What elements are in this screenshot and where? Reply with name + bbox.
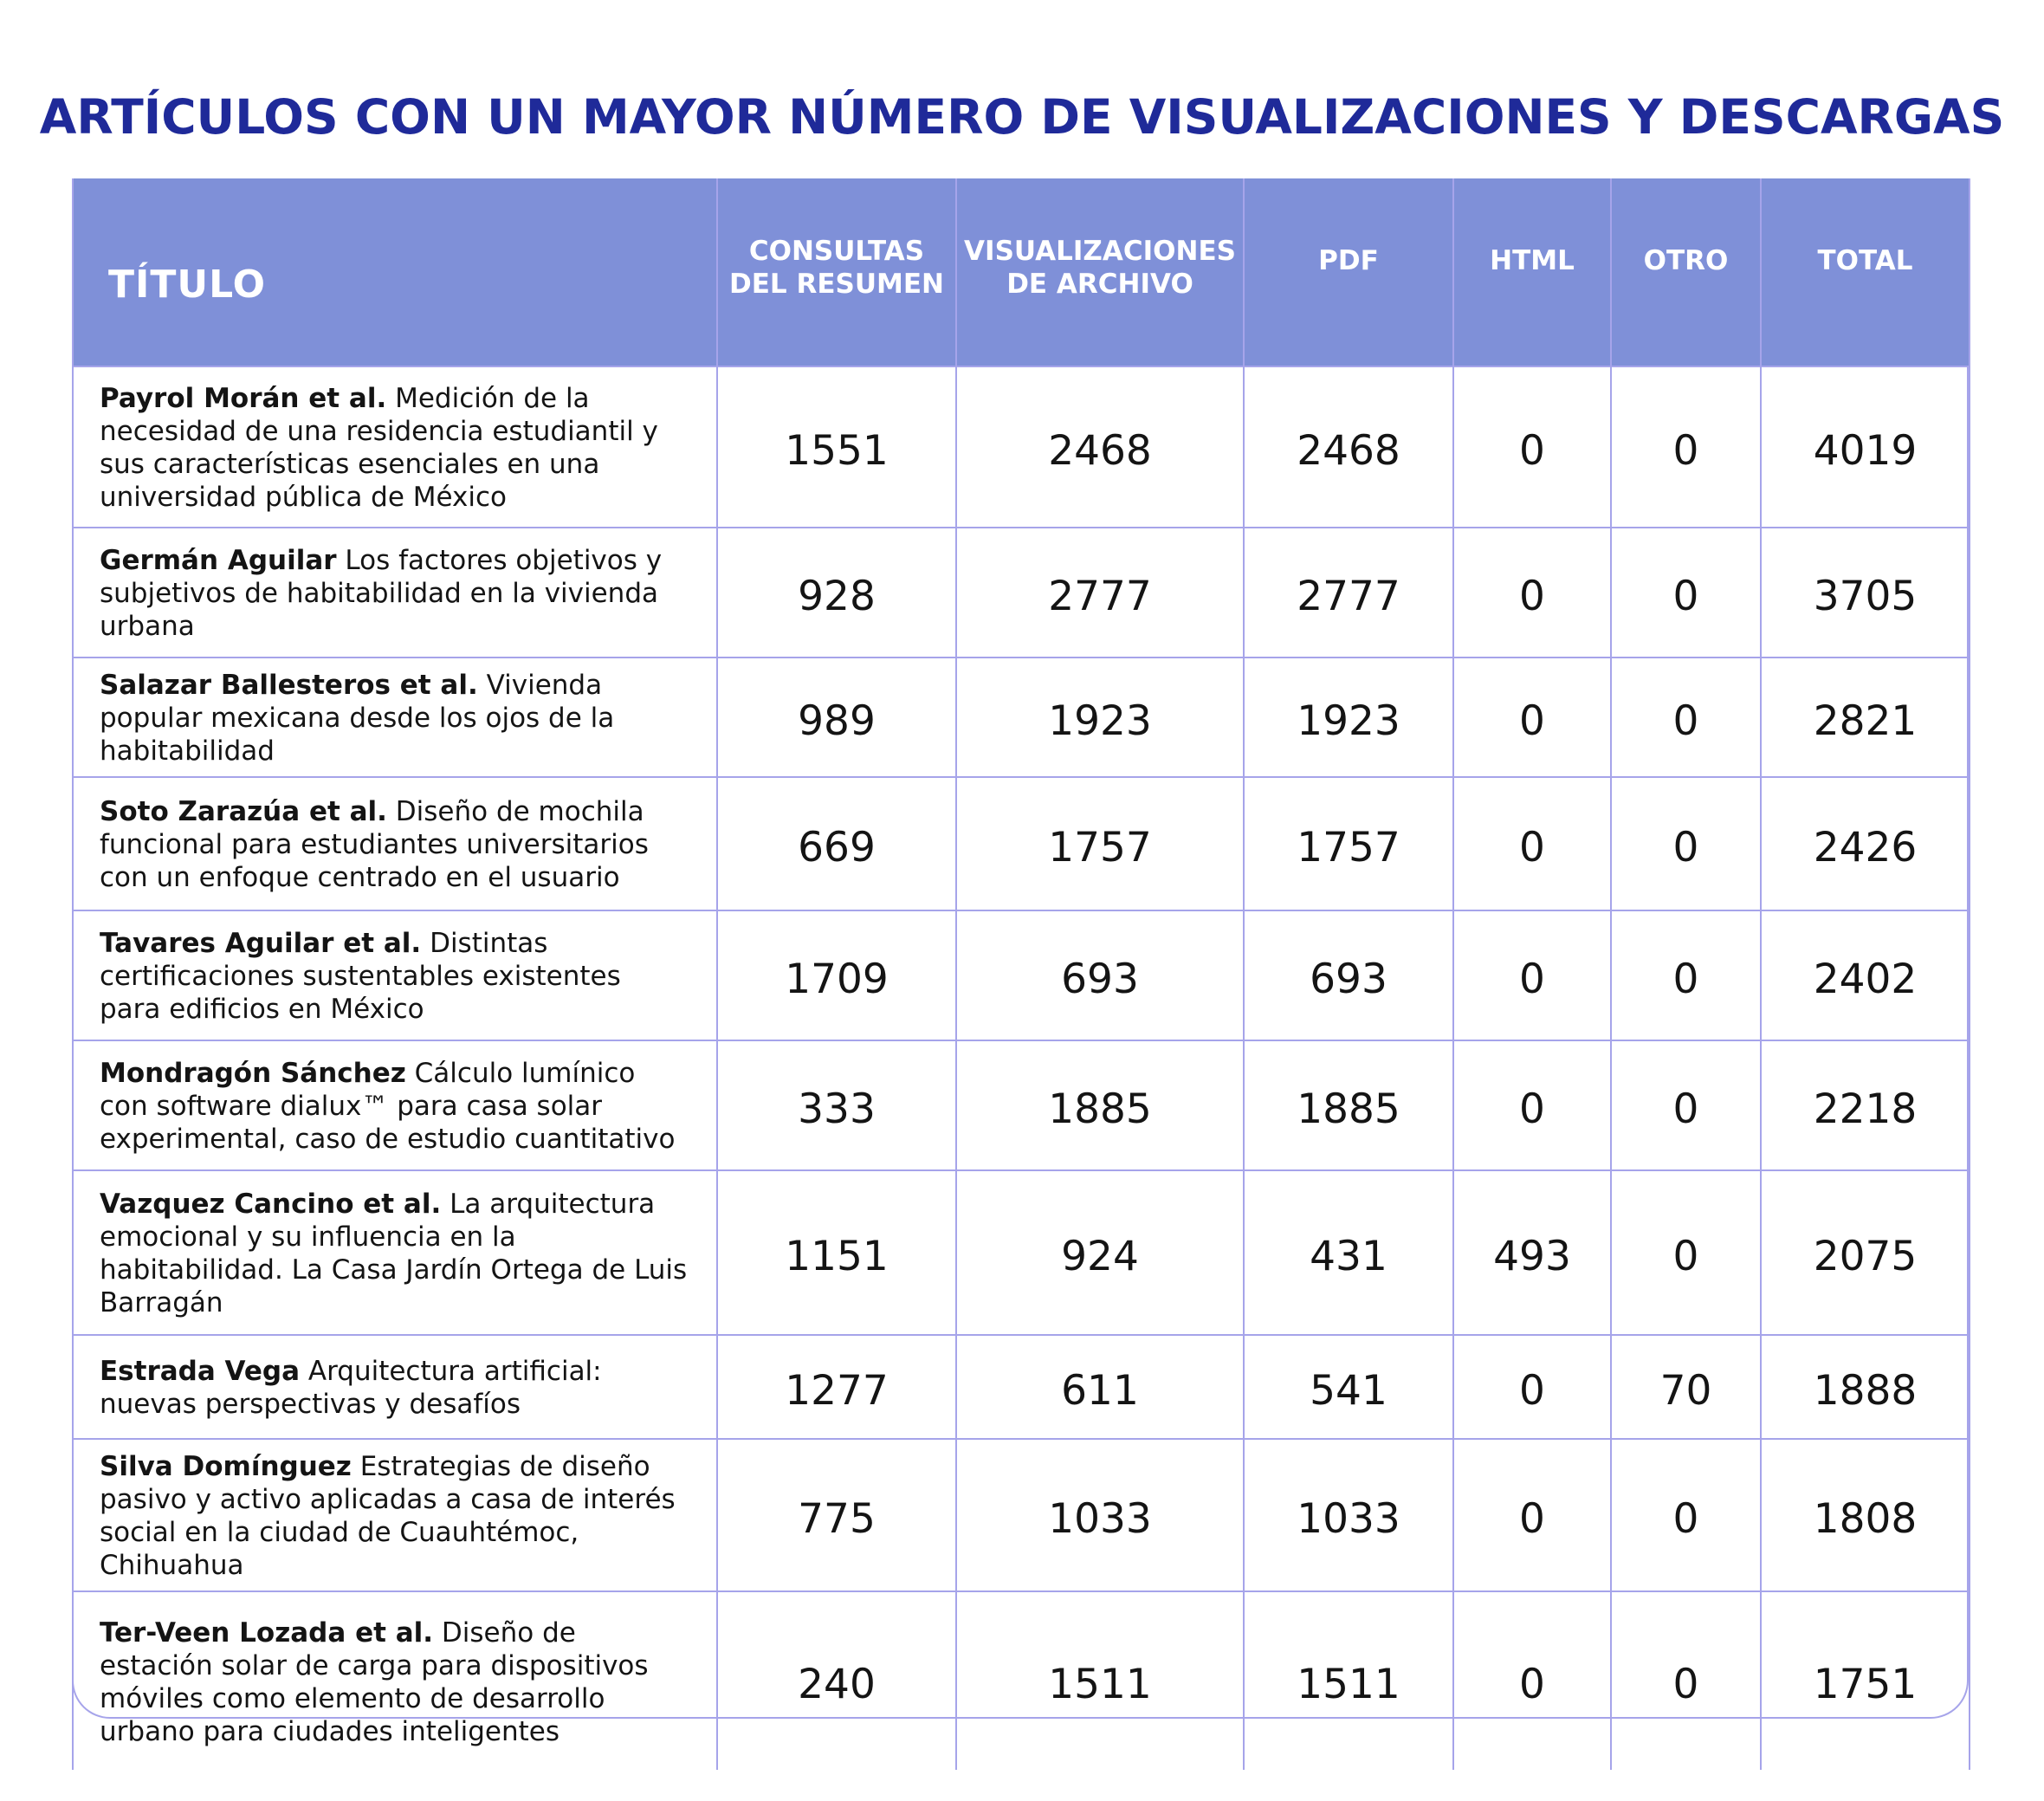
- visualizaciones-cell: 611: [956, 1335, 1244, 1439]
- visualizaciones-cell: 2777: [956, 528, 1244, 658]
- article-title-text: Los factores objetivos y subjetivos de habitabilidad en la vivienda urbana: [100, 545, 663, 642]
- visualizaciones-cell: 1885: [956, 1040, 1244, 1170]
- html-cell: 0: [1453, 1040, 1611, 1170]
- html-cell: 0: [1453, 1335, 1611, 1439]
- table-row: [73, 1170, 1970, 1335]
- total-cell: 2821: [1761, 658, 1970, 777]
- table-row: [73, 777, 1970, 910]
- total-cell: 2402: [1761, 910, 1970, 1040]
- otro-cell: 0: [1611, 1040, 1761, 1170]
- visualizaciones-cell: 924: [956, 1170, 1244, 1335]
- table-row: [73, 1335, 1970, 1439]
- otro-cell: 0: [1611, 1170, 1761, 1335]
- article-title-cell: [73, 1040, 717, 1170]
- table-row: [73, 1040, 1970, 1170]
- table-row: [73, 528, 1970, 658]
- header-visualizaciones-line1: VISUALIZACIONES: [964, 236, 1236, 267]
- html-cell: 493: [1453, 1170, 1611, 1335]
- pdf-cell: 1511: [1244, 1591, 1453, 1770]
- header-titulo: TÍTULO: [73, 178, 717, 366]
- header-consultas-resumen-line1: CONSULTAS: [748, 236, 925, 267]
- page-title: ARTÍCULOS CON UN MAYOR NÚMERO DE VISUALIZACIONES Y DESCARGAS: [39, 89, 2005, 145]
- table-row: [73, 1591, 1970, 1770]
- visualizaciones-cell: 693: [956, 910, 1244, 1040]
- header-consultas-resumen-line2: DEL RESUMEN: [729, 269, 944, 300]
- header-total: TOTAL: [1761, 178, 1970, 366]
- resumen-cell: 669: [717, 777, 956, 910]
- otro-cell: 0: [1611, 910, 1761, 1040]
- resumen-cell: 1151: [717, 1170, 956, 1335]
- pdf-cell: 1885: [1244, 1040, 1453, 1170]
- total-cell: 3705: [1761, 528, 1970, 658]
- pdf-cell: 2777: [1244, 528, 1453, 658]
- header-html: HTML: [1453, 178, 1611, 366]
- pdf-cell: 1757: [1244, 777, 1453, 910]
- pdf-cell: 1923: [1244, 658, 1453, 777]
- article-author: Silva Domínguez: [100, 1451, 352, 1482]
- article-author: Germán Aguilar: [100, 545, 337, 576]
- article-author: Mondragón Sánchez: [100, 1058, 406, 1089]
- table-row: [73, 1439, 1970, 1591]
- html-cell: 0: [1453, 910, 1611, 1040]
- pdf-cell: 1033: [1244, 1439, 1453, 1591]
- article-title-text: Estrategias de diseño pasivo y activo aplicadas a casa de interés social en la ciudad de Cuauhtémoc, Chihuahua: [100, 1451, 676, 1581]
- articles-table: [72, 178, 1970, 1770]
- article-title-cell: [73, 528, 717, 658]
- article-title-text: Diseño de estación solar de carga para dispositivos móviles como elemento de desarrollo urbano para ciudades inteligentes: [100, 1616, 649, 1747]
- total-cell: 2075: [1761, 1170, 1970, 1335]
- article-title-cell: [73, 910, 717, 1040]
- pdf-cell: 541: [1244, 1335, 1453, 1439]
- pdf-cell: 693: [1244, 910, 1453, 1040]
- resumen-cell: 928: [717, 528, 956, 658]
- otro-cell: 0: [1611, 777, 1761, 910]
- otro-cell: 0: [1611, 528, 1761, 658]
- resumen-cell: 240: [717, 1591, 956, 1770]
- total-cell: 4019: [1761, 366, 1970, 528]
- article-title-text: Vivienda popular mexicana desde los ojos de la habitabilidad: [100, 670, 615, 767]
- otro-cell: 70: [1611, 1335, 1761, 1439]
- total-cell: 2426: [1761, 777, 1970, 910]
- visualizaciones-cell: 1033: [956, 1439, 1244, 1591]
- article-author: Vazquez Cancino et al.: [100, 1189, 442, 1220]
- header-row: [73, 178, 1970, 366]
- header-pdf: PDF: [1244, 178, 1453, 366]
- article-title-text: Arquitectura artificial: nuevas perspectivas y desafíos: [100, 1356, 602, 1420]
- articles-table-container: [72, 178, 1969, 1747]
- article-author: Soto Zarazúa et al.: [100, 796, 387, 827]
- otro-cell: 0: [1611, 658, 1761, 777]
- resumen-cell: 333: [717, 1040, 956, 1170]
- html-cell: 0: [1453, 658, 1611, 777]
- header-visualizaciones-archivo: [956, 178, 1244, 366]
- resumen-cell: 989: [717, 658, 956, 777]
- visualizaciones-cell: 2468: [956, 366, 1244, 528]
- article-title-cell: [73, 1170, 717, 1335]
- visualizaciones-cell: 1757: [956, 777, 1244, 910]
- article-author: Salazar Ballesteros et al.: [100, 670, 478, 701]
- html-cell: 0: [1453, 366, 1611, 528]
- resumen-cell: 775: [717, 1439, 956, 1591]
- article-author: Estrada Vega: [100, 1356, 300, 1387]
- otro-cell: 0: [1611, 1439, 1761, 1591]
- table-row: [73, 366, 1970, 528]
- article-title-cell: [73, 366, 717, 528]
- resumen-cell: 1277: [717, 1335, 956, 1439]
- otro-cell: 0: [1611, 366, 1761, 528]
- total-cell: 1808: [1761, 1439, 1970, 1591]
- pdf-cell: 431: [1244, 1170, 1453, 1335]
- article-title-cell: [73, 777, 717, 910]
- pdf-cell: 2468: [1244, 366, 1453, 528]
- visualizaciones-cell: 1511: [956, 1591, 1244, 1770]
- table-body: [73, 366, 1970, 1770]
- table-row: [73, 658, 1970, 777]
- article-title-cell: [73, 1439, 717, 1591]
- article-author: Ter-Veen Lozada et al.: [100, 1616, 434, 1649]
- html-cell: 0: [1453, 1591, 1611, 1770]
- total-cell: 2218: [1761, 1040, 1970, 1170]
- visualizaciones-cell: 1923: [956, 658, 1244, 777]
- resumen-cell: 1709: [717, 910, 956, 1040]
- article-author: Payrol Morán et al.: [100, 383, 387, 414]
- total-cell: 1888: [1761, 1335, 1970, 1439]
- html-cell: 0: [1453, 777, 1611, 910]
- header-visualizaciones-line2: DE ARCHIVO: [1006, 269, 1193, 300]
- article-author: Tavares Aguilar et al.: [100, 928, 422, 959]
- article-title-cell: [73, 1335, 717, 1439]
- article-title-text: Diseño de mochila funcional para estudiantes universitarios con un enfoque centrado en el usuario: [100, 796, 649, 893]
- article-title-text: La arquitectura emocional y su influencia en la habitabilidad. La Casa Jardín Ortega de Luis Barragán: [100, 1189, 688, 1318]
- header-otro: OTRO: [1611, 178, 1761, 366]
- total-cell: 1751: [1761, 1591, 1970, 1770]
- article-title-cell: [73, 658, 717, 777]
- html-cell: 0: [1453, 528, 1611, 658]
- html-cell: 0: [1453, 1439, 1611, 1591]
- article-title-text: Cálculo lumínico con software dialux™ para casa solar experimental, caso de estudio cuantitativo: [100, 1058, 676, 1155]
- article-title-text: Medición de la necesidad de una residencia estudiantil y sus características esenciales en una universidad pública de México: [100, 383, 658, 513]
- article-title-text: Distintas certificaciones sustentables existentes para edificios en México: [100, 928, 621, 1025]
- resumen-cell: 1551: [717, 366, 956, 528]
- table-row: [73, 910, 1970, 1040]
- table-header: [73, 178, 1970, 366]
- otro-cell: 0: [1611, 1591, 1761, 1770]
- article-title-cell: [73, 1591, 717, 1770]
- header-consultas-resumen: [717, 178, 956, 366]
